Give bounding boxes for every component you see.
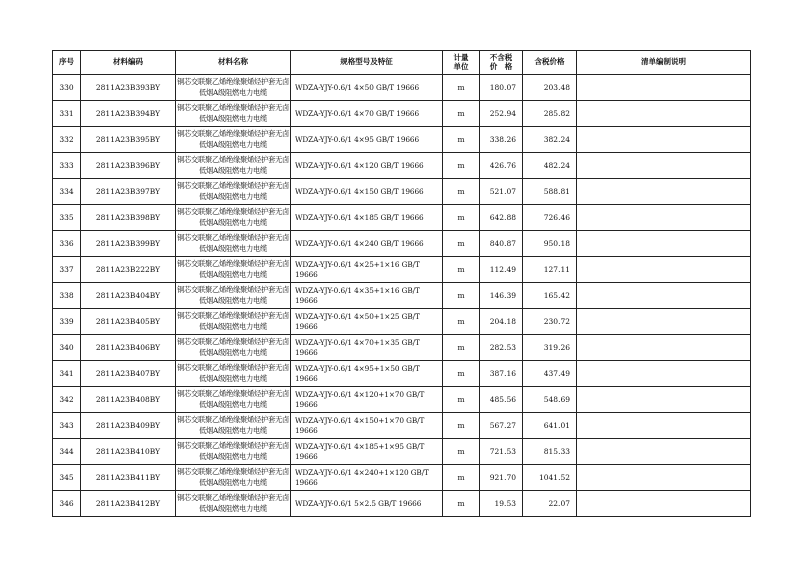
cell-name: 铜芯交联聚乙烯绝缘聚烯烃护套无卤低烟A级阻燃电力电缆 [176,439,291,465]
table-row [53,283,751,309]
cell-seq: 332 [53,127,81,153]
cell-seq: 330 [53,75,81,101]
cell-spec: WDZA-YJY-0.6/1 4×35+1×16 GB/T 19666 [291,283,443,309]
table-row [53,257,751,283]
cell-note [577,335,751,361]
cell-name: 铜芯交联聚乙烯绝缘聚烯烃护套无卤低烟A级阻燃电力电缆 [176,413,291,439]
cell-price-ex: 387.16 [480,361,523,387]
cell-code: 2811A23B406BY [81,335,176,361]
cell-price-ex: 642.88 [480,205,523,231]
table-row [53,413,751,439]
cell-seq: 343 [53,413,81,439]
cell-price-ex: 721.53 [480,439,523,465]
cell-price-inc: 285.82 [523,101,577,127]
cell-unit: m [443,387,480,413]
cell-name: 铜芯交联聚乙烯绝缘聚烯烃护套无卤低烟A级阻燃电力电缆 [176,205,291,231]
table-row [53,361,751,387]
cell-price-ex: 180.07 [480,75,523,101]
header-price-ex: 不含税 价 格 [480,51,523,75]
cell-price-inc: 641.01 [523,413,577,439]
cell-note [577,179,751,205]
cell-note [577,387,751,413]
cell-spec: WDZA-YJY-0.6/1 4×25+1×16 GB/T 19666 [291,257,443,283]
cell-seq: 342 [53,387,81,413]
cell-code: 2811A23B222BY [81,257,176,283]
cell-unit: m [443,257,480,283]
cell-unit: m [443,309,480,335]
cell-spec: WDZA-YJY-0.6/1 4×150 GB/T 19666 [291,179,443,205]
cell-note [577,75,751,101]
cell-note [577,127,751,153]
header-price-inc: 含税价格 [523,51,577,75]
cell-seq: 335 [53,205,81,231]
table-row [53,179,751,205]
header-code: 材料编码 [81,51,176,75]
cell-code: 2811A23B393BY [81,75,176,101]
cell-spec: WDZA-YJY-0.6/1 4×120 GB/T 19666 [291,153,443,179]
cell-price-inc: 726.46 [523,205,577,231]
cell-note [577,309,751,335]
table-body [53,75,751,517]
cell-price-inc: 127.11 [523,257,577,283]
cell-name: 铜芯交联聚乙烯绝缘聚烯烃护套无卤低烟A级阻燃电力电缆 [176,231,291,257]
cell-seq: 340 [53,335,81,361]
cell-note [577,491,751,517]
material-price-table [52,50,751,517]
cell-unit: m [443,205,480,231]
cell-name: 铜芯交联聚乙烯绝缘聚烯烃护套无卤低烟A级阻燃电力电缆 [176,101,291,127]
header-unit: 计量 单位 [443,51,480,75]
cell-seq: 331 [53,101,81,127]
cell-seq: 345 [53,465,81,491]
cell-price-ex: 426.76 [480,153,523,179]
cell-name: 铜芯交联聚乙烯绝缘聚烯烃护套无卤低烟A级阻燃电力电缆 [176,387,291,413]
table-row [53,153,751,179]
cell-spec: WDZA-YJY-0.6/1 4×120+1×70 GB/T 19666 [291,387,443,413]
table-row [53,387,751,413]
table-row [53,491,751,517]
table-row [53,335,751,361]
cell-spec: WDZA-YJY-0.6/1 4×50+1×25 GB/T 19666 [291,309,443,335]
cell-name: 铜芯交联聚乙烯绝缘聚烯烃护套无卤低烟A级阻燃电力电缆 [176,75,291,101]
cell-spec: WDZA-YJY-0.6/1 4×70 GB/T 19666 [291,101,443,127]
cell-unit: m [443,361,480,387]
cell-price-inc: 1041.52 [523,465,577,491]
cell-unit: m [443,75,480,101]
cell-code: 2811A23B394BY [81,101,176,127]
cell-price-inc: 588.81 [523,179,577,205]
cell-price-inc: 230.72 [523,309,577,335]
cell-note [577,283,751,309]
cell-price-ex: 338.26 [480,127,523,153]
cell-name: 铜芯交联聚乙烯绝缘聚烯烃护套无卤低烟A级阻燃电力电缆 [176,127,291,153]
cell-price-ex: 252.94 [480,101,523,127]
cell-code: 2811A23B398BY [81,205,176,231]
header-row [53,51,751,75]
cell-seq: 346 [53,491,81,517]
cell-code: 2811A23B408BY [81,387,176,413]
cell-price-inc: 22.07 [523,491,577,517]
cell-unit: m [443,101,480,127]
cell-note [577,101,751,127]
cell-code: 2811A23B395BY [81,127,176,153]
cell-note [577,257,751,283]
cell-note [577,153,751,179]
cell-name: 铜芯交联聚乙烯绝缘聚烯烃护套无卤低烟A级阻燃电力电缆 [176,179,291,205]
cell-unit: m [443,127,480,153]
cell-price-ex: 204.18 [480,309,523,335]
cell-spec: WDZA-YJY-0.6/1 4×185+1×95 GB/T 19666 [291,439,443,465]
header-note: 清单编制说明 [577,51,751,75]
cell-spec: WDZA-YJY-0.6/1 4×95+1×50 GB/T 19666 [291,361,443,387]
cell-spec: WDZA-YJY-0.6/1 5×2.5 GB/T 19666 [291,491,443,517]
table-row [53,231,751,257]
cell-price-ex: 567.27 [480,413,523,439]
cell-seq: 344 [53,439,81,465]
cell-price-inc: 165.42 [523,283,577,309]
cell-name: 铜芯交联聚乙烯绝缘聚烯烃护套无卤低烟A级阻燃电力电缆 [176,283,291,309]
cell-code: 2811A23B407BY [81,361,176,387]
cell-unit: m [443,465,480,491]
cell-note [577,439,751,465]
cell-seq: 339 [53,309,81,335]
cell-seq: 334 [53,179,81,205]
cell-code: 2811A23B405BY [81,309,176,335]
cell-price-ex: 112.49 [480,257,523,283]
cell-code: 2811A23B411BY [81,465,176,491]
cell-price-inc: 815.33 [523,439,577,465]
cell-seq: 341 [53,361,81,387]
cell-spec: WDZA-YJY-0.6/1 4×70+1×35 GB/T 19666 [291,335,443,361]
cell-name: 铜芯交联聚乙烯绝缘聚烯烃护套无卤低烟A级阻燃电力电缆 [176,309,291,335]
cell-price-ex: 282.53 [480,335,523,361]
cell-seq: 337 [53,257,81,283]
cell-price-ex: 19.53 [480,491,523,517]
cell-spec: WDZA-YJY-0.6/1 4×240 GB/T 19666 [291,231,443,257]
cell-unit: m [443,491,480,517]
cell-name: 铜芯交联聚乙烯绝缘聚烯烃护套无卤低烟A级阻燃电力电缆 [176,335,291,361]
table-row [53,101,751,127]
cell-name: 铜芯交联聚乙烯绝缘聚烯烃护套无卤低烟A级阻燃电力电缆 [176,491,291,517]
cell-code: 2811A23B396BY [81,153,176,179]
table-row [53,205,751,231]
cell-note [577,413,751,439]
table-row [53,465,751,491]
cell-price-inc: 203.48 [523,75,577,101]
table-row [53,75,751,101]
cell-note [577,465,751,491]
cell-spec: WDZA-YJY-0.6/1 4×185 GB/T 19666 [291,205,443,231]
cell-unit: m [443,439,480,465]
cell-name: 铜芯交联聚乙烯绝缘聚烯烃护套无卤低烟A级阻燃电力电缆 [176,257,291,283]
cell-price-inc: 382.24 [523,127,577,153]
cell-code: 2811A23B399BY [81,231,176,257]
cell-spec: WDZA-YJY-0.6/1 4×50 GB/T 19666 [291,75,443,101]
cell-spec: WDZA-YJY-0.6/1 4×95 GB/T 19666 [291,127,443,153]
cell-seq: 338 [53,283,81,309]
cell-code: 2811A23B412BY [81,491,176,517]
cell-code: 2811A23B397BY [81,179,176,205]
cell-note [577,205,751,231]
cell-price-inc: 950.18 [523,231,577,257]
cell-price-inc: 482.24 [523,153,577,179]
cell-note [577,361,751,387]
cell-price-ex: 485.56 [480,387,523,413]
cell-note [577,231,751,257]
table-row [53,309,751,335]
cell-price-inc: 548.69 [523,387,577,413]
header-seq: 序号 [53,51,81,75]
cell-unit: m [443,283,480,309]
cell-unit: m [443,413,480,439]
cell-unit: m [443,179,480,205]
cell-name: 铜芯交联聚乙烯绝缘聚烯烃护套无卤低烟A级阻燃电力电缆 [176,361,291,387]
cell-seq: 333 [53,153,81,179]
table-row [53,439,751,465]
cell-price-inc: 437.49 [523,361,577,387]
cell-unit: m [443,231,480,257]
cell-unit: m [443,335,480,361]
cell-code: 2811A23B409BY [81,413,176,439]
header-name: 材料名称 [176,51,291,75]
cell-name: 铜芯交联聚乙烯绝缘聚烯烃护套无卤低烟A级阻燃电力电缆 [176,153,291,179]
table-row [53,127,751,153]
cell-seq: 336 [53,231,81,257]
cell-spec: WDZA-YJY-0.6/1 4×240+1×120 GB/T 19666 [291,465,443,491]
cell-price-ex: 840.87 [480,231,523,257]
cell-spec: WDZA-YJY-0.6/1 4×150+1×70 GB/T 19666 [291,413,443,439]
cell-price-ex: 146.39 [480,283,523,309]
cell-price-ex: 521.07 [480,179,523,205]
cell-price-ex: 921.70 [480,465,523,491]
header-spec: 规格型号及特征 [291,51,443,75]
cell-unit: m [443,153,480,179]
cell-code: 2811A23B404BY [81,283,176,309]
cell-price-inc: 319.26 [523,335,577,361]
cell-code: 2811A23B410BY [81,439,176,465]
cell-name: 铜芯交联聚乙烯绝缘聚烯烃护套无卤低烟A级阻燃电力电缆 [176,465,291,491]
